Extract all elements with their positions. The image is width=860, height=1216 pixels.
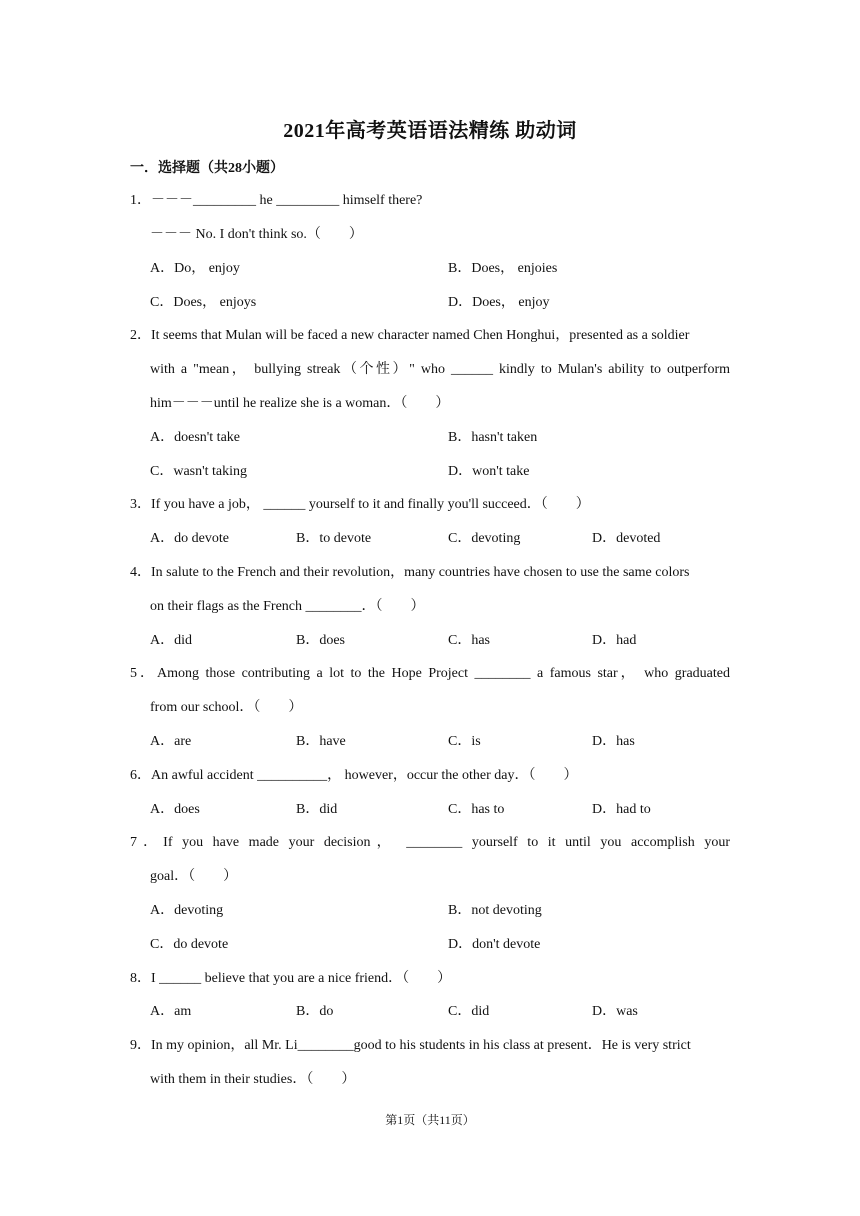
question-6-option-b: B．did xyxy=(296,802,338,817)
question-6-option-a: A．does xyxy=(150,802,200,817)
question-8-line-1: 8．I ______ believe that you are a nice friend．（ ） xyxy=(130,971,452,986)
question-4-option-d: D．had xyxy=(592,633,637,648)
question-1-option-d: D．Does， enjoy xyxy=(448,295,550,310)
question-3-option-b: B．to devote xyxy=(296,531,372,546)
question-2-option-c: C．wasn't taking xyxy=(150,464,248,479)
question-5-option-d: D．has xyxy=(592,734,635,749)
question-6-option-d: D．had to xyxy=(592,802,651,817)
question-3-option-c: C．devoting xyxy=(448,531,521,546)
question-6-line-1: 6．An awful accident __________， however，occur the other day．（ ） xyxy=(130,768,578,783)
question-5-option-b: B．have xyxy=(296,734,346,749)
question-2-line-1: 2．It seems that Mulan will be faced a new character named Chen Honghui，presented as a soldier xyxy=(130,328,690,343)
question-5-line-1: 5．Among those contributing a lot to the Hope Project ________ a famous star， who graduated xyxy=(130,666,730,681)
question-7-option-c: C．do devote xyxy=(150,937,229,952)
section-heading: 一．选择题（共28小题） xyxy=(130,161,284,176)
question-9-line-1: 9．In my opinion，all Mr. Li________good to his students in his class at present．He is very strict xyxy=(130,1038,691,1053)
question-7-line-2: goal．（ ） xyxy=(150,869,238,884)
question-9-line-2: with them in their studies．（ ） xyxy=(150,1072,356,1087)
question-1-option-a: A．Do， enjoy xyxy=(150,261,240,276)
question-1-option-c: C．Does， enjoys xyxy=(150,295,257,310)
question-1-line-1: 1．－－－_________ he _________ himself there? xyxy=(130,193,423,208)
question-7-option-a: A．devoting xyxy=(150,903,224,918)
question-7-option-d: D．don't devote xyxy=(448,937,541,952)
question-7-line-1: 7．If you have made your decision， ________ yourself to it until you accomplish your xyxy=(130,835,730,850)
question-8-option-d: D．was xyxy=(592,1004,638,1019)
question-1-option-b: B．Does， enjoies xyxy=(448,261,558,276)
question-3-line-1: 3．If you have a job， ______ yourself to it and finally you'll succeed．（ ） xyxy=(130,497,590,512)
question-5-line-2: from our school．（ ） xyxy=(150,700,303,715)
question-4-line-2: on their flags as the French ________．（ ） xyxy=(150,599,425,614)
question-8-option-a: A．am xyxy=(150,1004,192,1019)
question-8-option-b: B．do xyxy=(296,1004,334,1019)
question-4-option-c: C．has xyxy=(448,633,490,648)
question-2-option-a: A．doesn't take xyxy=(150,430,241,445)
page-footer: 第1页（共11页） xyxy=(385,1113,475,1127)
question-5-option-a: A．are xyxy=(150,734,192,749)
question-2-option-d: D．won't take xyxy=(448,464,530,479)
question-4-option-b: B．does xyxy=(296,633,345,648)
question-2-option-b: B．hasn't taken xyxy=(448,430,538,445)
question-3-option-d: D．devoted xyxy=(592,531,661,546)
question-4-line-1: 4．In salute to the French and their revolution，many countries have chosen to use the same colors xyxy=(130,565,690,580)
question-3-option-a: A．do devote xyxy=(150,531,229,546)
question-8-option-c: C．did xyxy=(448,1004,490,1019)
question-7-option-b: B．not devoting xyxy=(448,903,542,918)
question-6-option-c: C．has to xyxy=(448,802,505,817)
question-2-line-2: with a "mean， bullying streak（个性）" who ______ kindly to Mulan's ability to outperform xyxy=(150,362,730,377)
document-title: 2021年高考英语语法精练 助动词 xyxy=(283,120,577,142)
question-5-option-c: C．is xyxy=(448,734,481,749)
question-2-line-3: him－－－until he realize she is a woman．（ ） xyxy=(150,396,450,411)
question-4-option-a: A．did xyxy=(150,633,192,648)
question-1-line-2: －－－ No. I don't think so.（ ） xyxy=(150,227,363,242)
